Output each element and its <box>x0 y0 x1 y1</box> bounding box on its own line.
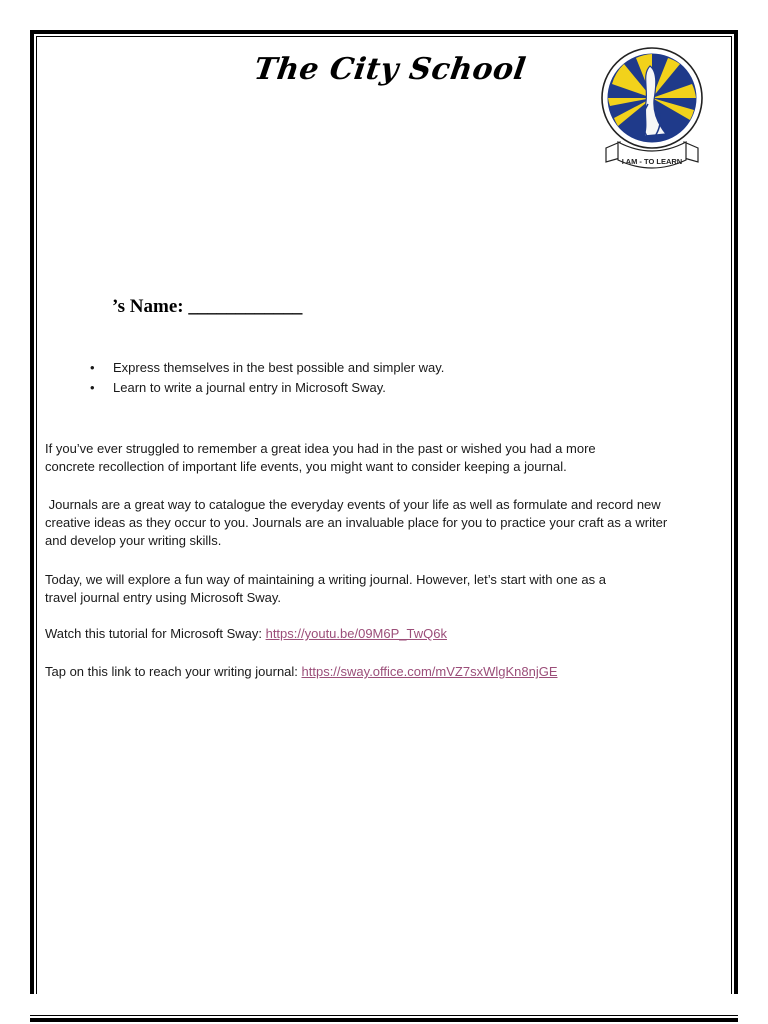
journals-paragraph: Journals are a great way to catalogue the everyday events of your life as well as formulate and record new creative ideas as they occur to you. Journals are an invaluable place for you to practice your craft as a writer and develop your writing skills. <box>45 497 668 548</box>
school-crest-logo <box>596 44 708 176</box>
bottom-rule <box>30 1018 738 1022</box>
objectives-list <box>90 358 444 398</box>
list-item: • Learn to write a journal entry in Microsoft Sway. <box>90 378 444 398</box>
student-name-label: ’s Name: ____________ <box>112 296 303 317</box>
tutorial-line: Watch this tutorial for Microsoft Sway: https://youtu.be/09M6P_TwQ6k <box>45 626 447 641</box>
list-item: • Express themselves in the best possible and simpler way. <box>90 358 444 378</box>
tutorial-link[interactable]: https://youtu.be/09M6P_TwQ6k <box>265 626 447 641</box>
intro-paragraph: If you’ve ever struggled to remember a great idea you had in the past or wished you had a more concrete recollection of important life events, you might want to consider keeping a journal. <box>45 441 596 474</box>
bullet-icon: • <box>90 360 95 375</box>
journal-line: Tap on this link to reach your writing journal: https://sway.office.com/mVZ7sxWlgKn8njGE <box>45 664 558 679</box>
journal-link[interactable]: https://sway.office.com/mVZ7sxWlgKn8njGE <box>301 664 558 679</box>
svg-text:I AM - TO LEARN: I AM - TO LEARN <box>621 157 683 166</box>
today-paragraph: Today, we will explore a fun way of maintaining a writing journal. However, let’s start with one as a travel journal entry using Microsoft Sway. <box>45 572 606 605</box>
bottom-rule-thin <box>30 1015 738 1016</box>
school-title: The City School <box>251 52 529 87</box>
bullet-icon: • <box>90 380 95 395</box>
